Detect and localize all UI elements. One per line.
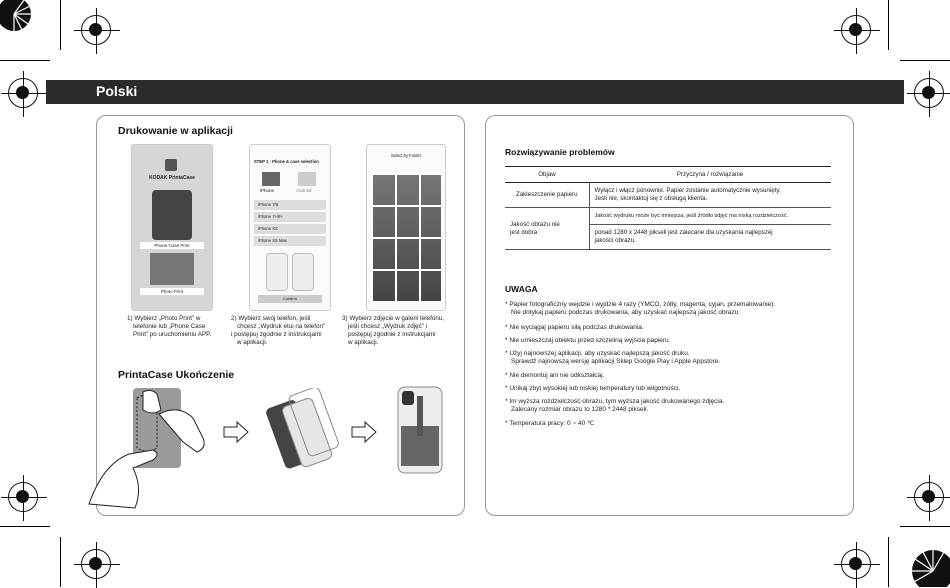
registration-mark-icon — [841, 549, 871, 579]
starburst-target-icon — [0, 0, 36, 36]
right-arrow-icon — [223, 421, 249, 443]
step-header: STEP 1 : Phone & case selection — [254, 159, 319, 164]
peel-sticker-illustration — [79, 384, 219, 516]
column-header-cause: Przyczyna / rozwiązanie — [589, 167, 831, 183]
symptom-cell: Jakość obrazu nie jest dobra — [505, 208, 589, 250]
app-screen-launch — [131, 144, 213, 311]
cause-cell: Jakość wydruku może być mniejsza, jeśli źródło zdjęć ma niską rozdzielczość. — [589, 208, 831, 225]
column-header-symptom: Objaw — [505, 167, 589, 183]
finished-case-photo — [397, 386, 443, 474]
model-item[interactable]: iPhone XS — [254, 224, 326, 234]
confirm-button[interactable]: Confirm — [258, 295, 322, 303]
step-1-caption: 1) Wybierz „Photo Print” w telefonie lub „Phone Case Print” po uruchomieniu APP. — [127, 315, 212, 338]
step-2-caption: 2) Wybierz swój telefon, jeśli chcesz „Wydruk etui na telefon” i postępuj zgodnie z instrukcjami w aplikacji. — [231, 315, 326, 346]
tab-iphone[interactable]: iPhone — [260, 188, 275, 193]
registration-mark-icon — [914, 482, 944, 512]
model-item[interactable]: iPhone XS Max — [254, 236, 326, 246]
registration-mark-icon — [81, 549, 111, 579]
step-3-caption: 3) Wybierz zdjęcie w galerii telefonu, jeśli chcesz „Wydruk zdjęć” i postępuj zgodnie z instrukcjami w aplikacji. — [342, 315, 445, 346]
photo-print-button[interactable]: Photo Print — [140, 288, 204, 295]
language-title: Polski — [96, 83, 138, 99]
registration-mark-icon — [914, 78, 944, 108]
starburst-target-icon — [906, 544, 950, 587]
registration-mark-icon — [8, 78, 38, 108]
table-row — [505, 208, 831, 225]
right-panel — [485, 115, 854, 516]
app-brand-label: KODAK PrintaCase — [149, 175, 195, 181]
model-item[interactable]: iPhone 7/8 — [254, 200, 326, 210]
registration-mark-icon — [81, 15, 111, 45]
table-row — [505, 183, 831, 208]
app-screen-gallery — [366, 144, 446, 311]
registration-mark-icon — [8, 482, 38, 512]
note-item: * Im wyższa rozdzielczość obrazu, tym wyższa jakość drukowanego zdjęcia. Zalecany rozmiar obrazu to 1280 * 2448 pikseli. — [505, 398, 725, 413]
note-item: * Nie demontuj ani nie odkształcaj. — [505, 372, 605, 379]
left-panel — [96, 115, 465, 516]
troubleshooting-title: Rozwiązywanie problemów — [505, 147, 615, 157]
note-item: * Papier fotograficzny wejdzie i wyjdzie 4 razy (YMCO, żółty, magenta, cyjan, przemalowanie). Nie dotykaj papieru podczas drukowania, aby uzyskać najlepszą jakość obrazu — [505, 301, 776, 316]
model-item[interactable]: iPhone 7+/8+ — [254, 212, 326, 222]
cause-cell: ponad 1280 x 2448 pikseli jest zalecane dla uzyskania najlepszej jakości obrazu. — [589, 225, 831, 250]
completion-title: PrintaCase Ukończenie — [118, 369, 235, 381]
symptom-cell: Zakleszczenie papieru — [505, 183, 589, 208]
troubleshooting-table — [505, 166, 831, 250]
language-header-bar — [46, 80, 904, 104]
right-arrow-icon — [351, 421, 377, 443]
note-item: * Nie umieszczaj obiektu przed szczeliną wyjścia papieru. — [505, 337, 671, 344]
note-item: * Użyj najnowszej aplikacji, aby uzyskać najlepszą jakość druku. Sprawdź najnowszą wersję aplikacji Sklep Google Play i Apple Appstore. — [505, 350, 721, 365]
note-title: UWAGA — [505, 284, 538, 294]
note-item: * Nie wyciągaj papieru siłą podczas drukowania. — [505, 324, 644, 331]
phone-case-print-button[interactable]: Phone Case Print — [140, 242, 204, 249]
note-item: * Temperatura pracy: 0 ~ 40 ℃ — [505, 420, 595, 427]
cause-cell: Wyłącz i włącz ponownie. Papier zostanie automatycznie wysunięty. Jeśli nie, skontaktuj się z obsługą klienta. — [589, 183, 831, 208]
app-section-title: Drukowanie w aplikacji — [118, 125, 233, 137]
tab-android[interactable]: Android — [296, 188, 312, 193]
registration-mark-icon — [841, 15, 871, 45]
app-screen-phone-selection — [249, 144, 331, 311]
case-assembly-illustration — [263, 388, 343, 478]
note-item: * Unikaj zbyt wysokiej lub niskiej temperatury lub wilgotności. — [505, 385, 681, 392]
gallery-header: Select by Folder — [390, 153, 422, 158]
